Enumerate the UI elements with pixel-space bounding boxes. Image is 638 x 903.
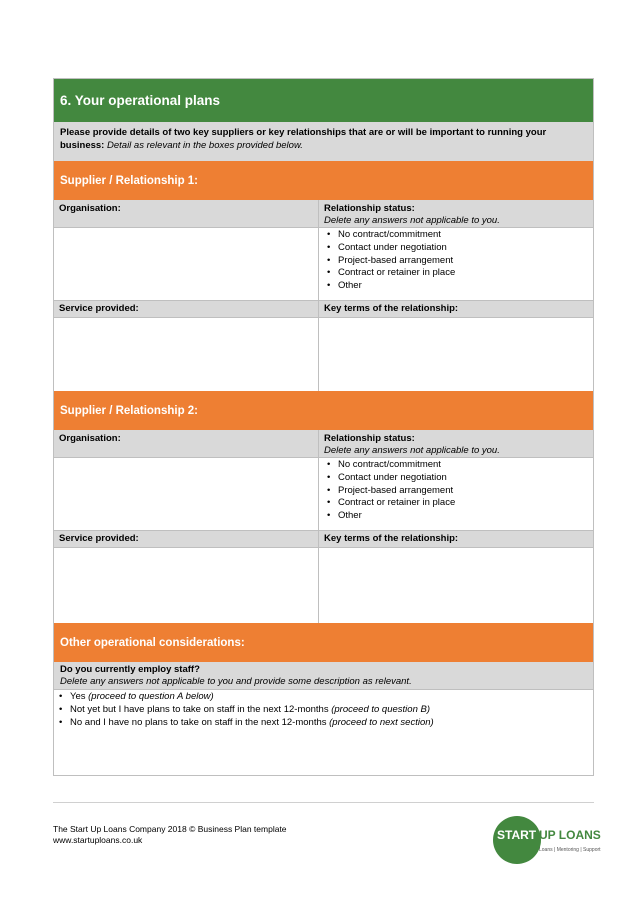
supplier-1-heading (54, 161, 593, 200)
service-provided-field[interactable] (54, 318, 319, 391)
relationship-status-options[interactable] (319, 228, 593, 300)
option-text: Yes (70, 691, 86, 702)
status-option[interactable]: • Other (324, 510, 588, 523)
relationship-status-options[interactable] (319, 458, 593, 530)
key-terms-field[interactable] (319, 318, 593, 391)
option-note: (proceed to question A below) (88, 691, 214, 702)
relationship-status-hint: Delete any answers not applicable to you. (324, 444, 500, 456)
supplier-2-header-row (54, 430, 593, 457)
status-option[interactable]: • Contract or retainer in place (324, 267, 588, 280)
footer (53, 824, 287, 846)
intro-italic-text: Detail as relevant in the boxes provided below. (107, 139, 303, 151)
supplier-2-service-header (54, 530, 593, 547)
status-option[interactable]: • Contact under negotiation (324, 242, 588, 255)
logo-word-start: START (497, 828, 537, 842)
supplier-2-heading (54, 391, 593, 430)
relationship-status-hint: Delete any answers not applicable to you. (324, 214, 500, 226)
supplier-2-service-row (54, 547, 593, 623)
option-text: Not yet but I have plans to take on staff in the next 12-months (70, 703, 329, 715)
operational-plans-form (53, 78, 594, 776)
footer-website-link[interactable]: www.startuploans.co.uk (53, 835, 143, 845)
supplier-2-heading-text: Supplier / Relationship 2: (60, 404, 199, 417)
key-terms-label: Key terms of the relationship: (324, 533, 459, 544)
other-considerations-heading-text: Other operational considerations: (60, 636, 245, 649)
organisation-field[interactable] (54, 458, 319, 530)
status-option[interactable]: • Other (324, 280, 588, 293)
service-provided-label: Service provided: (54, 531, 319, 547)
footer-divider (53, 802, 594, 803)
supplier-1-header-row (54, 200, 593, 227)
staff-question (54, 662, 593, 689)
option-note: (proceed to next section) (329, 716, 434, 728)
status-option[interactable]: • Project-based arrangement (324, 255, 588, 268)
key-terms-field[interactable] (319, 548, 593, 623)
option-text: No and I have no plans to take on staff in the next 12-months (70, 716, 327, 728)
start-up-loans-logo (492, 815, 602, 865)
intro-bold-text: Please provide details of two key suppliers or key relationships that are or will be important to running your business: (60, 127, 547, 151)
section-title (54, 79, 593, 122)
relationship-status-label: Relationship status: (324, 433, 415, 444)
other-considerations-heading (54, 623, 593, 662)
staff-option-no[interactable] (56, 717, 591, 730)
status-option[interactable]: • Contract or retainer in place (324, 497, 588, 510)
status-option[interactable]: • Project-based arrangement (324, 485, 588, 498)
supplier-1-service-row (54, 317, 593, 391)
status-option[interactable]: • Contact under negotiation (324, 472, 588, 485)
footer-copyright: The Start Up Loans Company 2018 © Business Plan template (53, 824, 287, 834)
staff-option-yes[interactable] (56, 691, 591, 704)
option-note: (proceed to question B) (331, 703, 430, 715)
service-provided-field[interactable] (54, 548, 319, 623)
logo-word-uploans: UP LOANS (539, 828, 601, 842)
staff-answer-area[interactable] (54, 689, 593, 775)
staff-question-text: Do you currently employ staff? (60, 664, 200, 675)
staff-question-hint: Delete any answers not applicable to you and provide some description as relevant. (60, 675, 412, 687)
staff-option-not-yet[interactable] (56, 704, 591, 717)
logo-tagline: Loans | Mentoring | Support (539, 847, 601, 853)
relationship-status-header (319, 430, 593, 457)
status-option[interactable]: • No contract/commitment (324, 229, 588, 242)
organisation-label: Organisation: (54, 200, 319, 227)
section-title-text: 6. Your operational plans (60, 93, 221, 108)
relationship-status-label: Relationship status: (324, 203, 415, 214)
status-option[interactable]: • No contract/commitment (324, 459, 588, 472)
key-terms-label: Key terms of the relationship: (324, 303, 459, 314)
organisation-label: Organisation: (54, 430, 319, 457)
organisation-field[interactable] (54, 228, 319, 300)
supplier-1-heading-text: Supplier / Relationship 1: (60, 174, 199, 187)
relationship-status-header (319, 200, 593, 227)
supplier-2-answer-row (54, 457, 593, 530)
supplier-1-service-header (54, 300, 593, 317)
section-intro (54, 122, 593, 161)
supplier-1-answer-row (54, 227, 593, 300)
service-provided-label: Service provided: (54, 301, 319, 317)
